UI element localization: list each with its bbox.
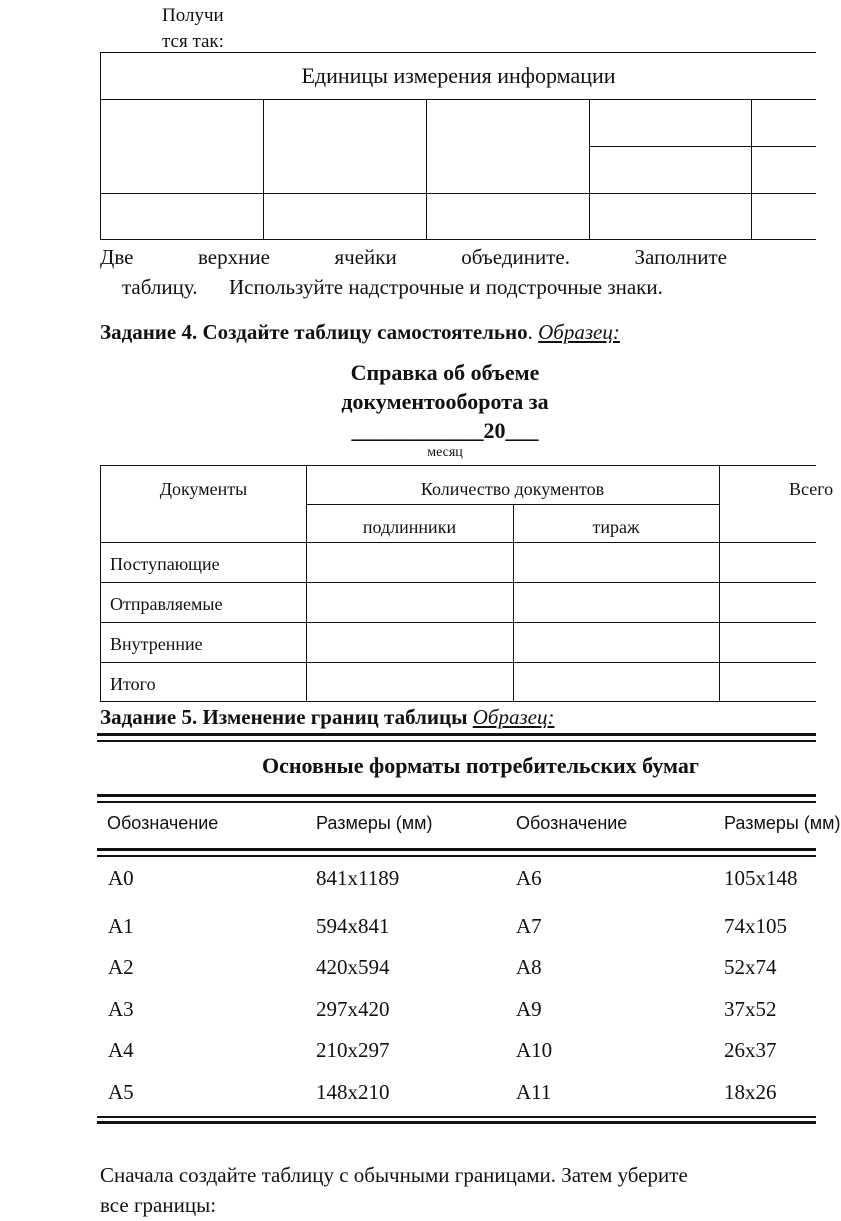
units-table-divider: [101, 193, 816, 194]
table-cell: 37х52: [724, 997, 777, 1021]
table-line: [101, 542, 816, 543]
task-4-heading: [100, 320, 620, 345]
intro-line-1: Получи: [162, 5, 224, 26]
table-cell: 297х420: [316, 997, 390, 1021]
task-4-dot: .: [527, 320, 533, 344]
task-4-sample-link: Образец:: [538, 320, 620, 344]
units-table-divider: [751, 99, 752, 239]
word: ячейки: [334, 245, 397, 269]
report-title-line-2: документооборота за: [341, 389, 549, 414]
units-table-divider: [426, 99, 427, 239]
word: Заполните: [634, 245, 727, 269]
table-cell: А8: [516, 955, 542, 979]
table-cell: А1: [108, 914, 134, 938]
table-cell: А4: [108, 1038, 134, 1062]
table-cell: 74х105: [724, 914, 787, 938]
table-rule: [97, 740, 816, 742]
table-line: [306, 466, 307, 701]
table-rule: [97, 1116, 816, 1118]
formats-header: Размеры (мм): [316, 813, 433, 833]
table-line: [101, 622, 816, 623]
row-label: Отправляемые: [110, 594, 223, 614]
table-cell: 26х37: [724, 1038, 777, 1062]
units-table: [100, 52, 816, 240]
formats-header: Обозначение: [516, 813, 628, 833]
table-rule: [97, 1121, 816, 1124]
table-rule: [97, 855, 816, 857]
table-cell: А7: [516, 914, 542, 938]
table-rule: [97, 733, 816, 736]
table-cell: А9: [516, 997, 542, 1021]
table-line: [719, 466, 720, 701]
task-5-heading: [100, 705, 554, 730]
table-cell: 148х210: [316, 1080, 390, 1104]
task-5-sample-link: Образец:: [472, 705, 555, 729]
row-label: Внутренние: [110, 634, 203, 654]
table-rule: [97, 801, 816, 803]
word: объедините.: [461, 245, 570, 269]
task-5-title: Задание 5. Изменение границ таблицы: [100, 705, 468, 729]
formats-table-title: Основные форматы потребительских бумаг: [262, 753, 699, 778]
table-cell: 18х26: [724, 1080, 777, 1104]
table-cell: 52х74: [724, 955, 777, 979]
header-count: Количество документов: [420, 479, 605, 499]
table-cell: А6: [516, 866, 542, 890]
header-total: Всего: [789, 479, 834, 499]
table-cell: 841х1189: [316, 866, 400, 890]
units-table-divider: [589, 99, 590, 239]
units-table-title: Единицы измерения информации: [301, 63, 616, 88]
table-cell: А5: [108, 1080, 134, 1104]
table-rule: [97, 794, 816, 797]
table-cell: А3: [108, 997, 134, 1021]
final-paragraph: [100, 1160, 816, 1220]
word: Две: [100, 245, 134, 269]
header-documents: Документы: [159, 479, 248, 499]
document-flow-table: [100, 465, 834, 702]
intro-line-2: тся так:: [162, 31, 224, 52]
formats-header: Обозначение: [107, 813, 219, 833]
intro-text: [162, 3, 224, 55]
units-table-divider: [589, 146, 816, 147]
instruction-line-2: таблицу. Используйте надстрочные и подстрочные знаки.: [122, 275, 663, 299]
report-title-line-3: ____________20___: [351, 418, 539, 443]
word: верхние: [198, 245, 270, 269]
report-title-line-1: Справка об объеме: [350, 360, 540, 385]
row-label: Итого: [110, 674, 156, 694]
month-caption: месяц: [427, 445, 463, 460]
table-cell: 105х148: [724, 866, 798, 890]
table-cell: А0: [108, 866, 134, 890]
table-cell: А10: [516, 1038, 553, 1062]
units-table-divider: [263, 99, 264, 239]
table-cell: 210х297: [316, 1038, 390, 1062]
subheader-copies: тираж: [592, 517, 640, 537]
table-cell: А2: [108, 955, 134, 979]
formats-header: Размеры (мм): [724, 813, 841, 833]
table-cell: 420х594: [316, 955, 390, 979]
row-label: Поступающие: [110, 554, 220, 574]
table-cell: 594х841: [316, 914, 390, 938]
units-table-divider: [101, 99, 816, 100]
table-rule: [97, 848, 816, 851]
table-cell: А11: [516, 1080, 552, 1104]
subheader-originals: подлинники: [362, 517, 457, 537]
final-line-2: все границы:: [100, 1193, 217, 1217]
table-line: [101, 582, 816, 583]
final-line-1: Сначала создайте таблицу с обычными границами. Затем уберите: [100, 1163, 688, 1187]
instruction-paragraph: [100, 242, 816, 302]
task-4-title: Задание 4. Создайте таблицу самостоятельно: [100, 320, 528, 344]
table-line: [101, 662, 816, 663]
